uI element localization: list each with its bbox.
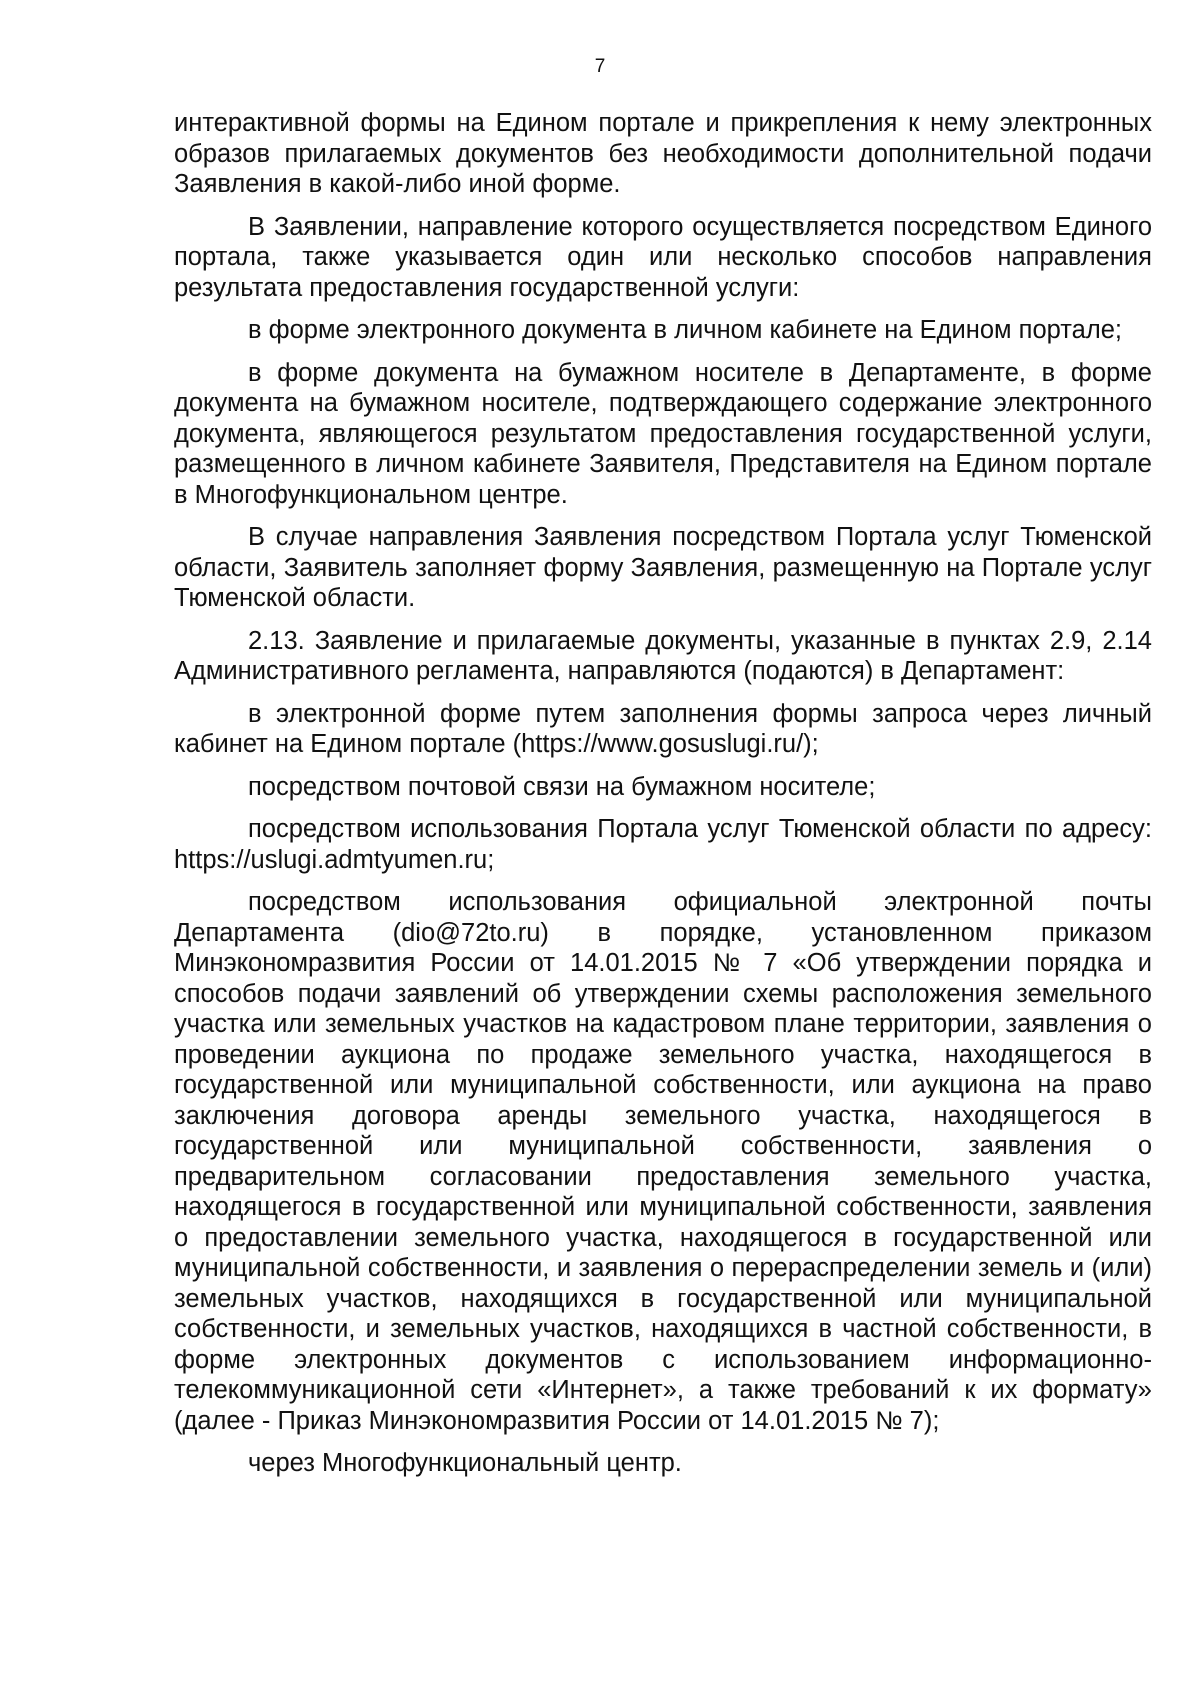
paragraph-9: посредством использования Портала услуг Тюменской области по адресу: https://uslugi.admtyumen.ru; [174, 815, 1152, 874]
paragraph-4: в форме документа на бумажном носителе в Департаменте, в форме документа на бумажном носителе, подтверждающего содержание электронного документа, являющегося результатом предоставления государственной услуги, размещенного в личном кабинете Заявителя, Представителя на Едином портале в Многофункциональном центре. [174, 358, 1152, 509]
document-body [174, 108, 1152, 1491]
paragraph-10: посредством использования официальной электронной почты Департамента (dio@72to.ru) в порядке, установленном приказом Минэкономразвития России от 14.01.2015 № 7 «Об утверждении порядка и способов подачи заявлений об утверждении схемы расположения земельного участка или земельных участков на кадастровом плане территории, заявления о проведении аукциона по продаже земельного участка, находящегося в государственной или муниципальной собственности, или аукциона на право заключения договора аренды земельного участка, находящегося в государственной или муниципальной собственности, заявления о предварительном согласовании предоставления земельного участка, находящегося в государственной или муниципальной собственности, заявления о предоставлении земельного участка, находящегося в государственной или муниципальной собственности, и заявления о перераспределении земель и (или) земельных участков, находящихся в государственной или муниципальной собственности, и земельных участков, находящихся в частной собственности, в форме электронных документов с использованием информационно-телекоммуникационной сети «Интернет», а также требований к их формату» (далее - Приказ Минэкономразвития России от 14.01.2015 № 7); [174, 888, 1152, 1435]
paragraph-11: через Многофункциональный центр. [248, 1449, 682, 1477]
paragraph-2: В Заявлении, направление которого осуществляется посредством Единого портала, также указывается один или несколько способов направления результата предоставления государственной услуги: [174, 212, 1152, 302]
paragraph-5: В случае направления Заявления посредством Портала услуг Тюменской области, Заявитель заполняет форму Заявления, размещенную на Портале услуг Тюменской области. [174, 523, 1152, 612]
paragraph-7: в электронной форме путем заполнения формы запроса через личный кабинет на Едином портале (https://www.gosuslugi.ru/); [174, 699, 1152, 758]
page-number: 7 [594, 56, 606, 77]
paragraph-3: в форме электронного документа в личном кабинете на Едином портале; [248, 316, 1122, 344]
paragraph-6: 2.13. Заявление и прилагаемые документы, указанные в пунктах 2.9, 2.14 Административного регламента, направляются (подаются) в Департамент: [174, 626, 1152, 685]
paragraph-8: посредством почтовой связи на бумажном носителе; [248, 772, 876, 801]
paragraph-1: интерактивной формы на Едином портале и прикрепления к нему электронных образов прилагаемых документов без необходимости дополнительной подачи Заявления в какой-либо иной форме. [174, 109, 1152, 198]
